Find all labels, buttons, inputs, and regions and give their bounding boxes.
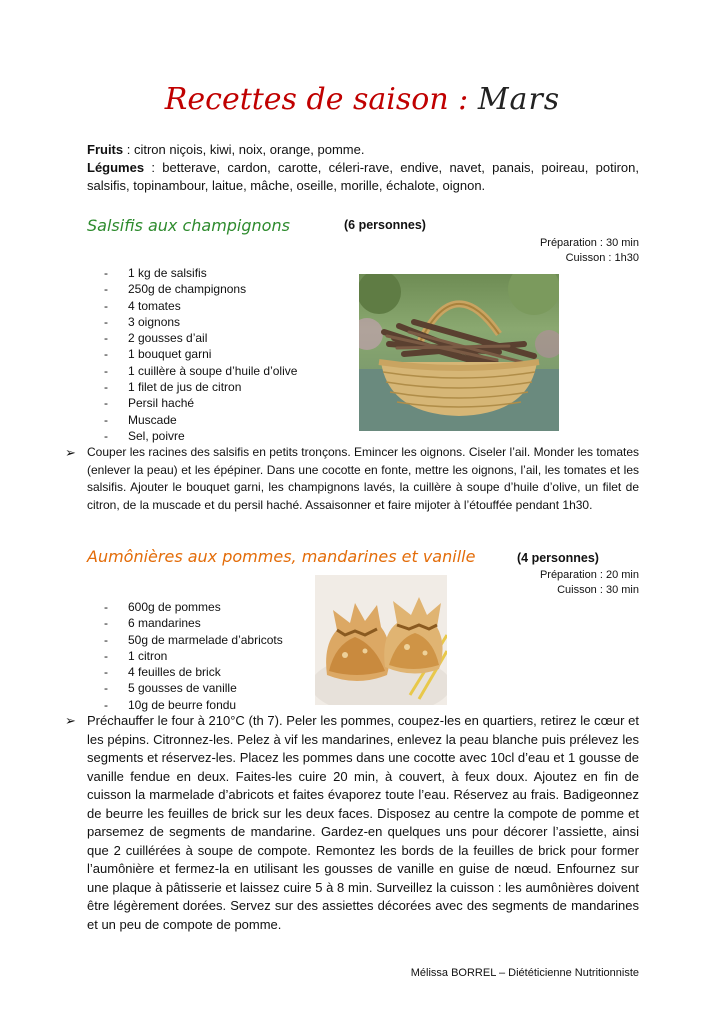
title-month: Mars: [477, 82, 561, 117]
fruits-line: [87, 141, 639, 159]
recipe2-timing: [439, 568, 639, 598]
ingredient-item: - 50g de marmelade d’abricots: [104, 632, 324, 648]
ingredient-item: - 5 gousses de vanille: [104, 680, 324, 696]
ingredient-item: - 4 tomates: [104, 298, 344, 314]
legumes-text: : betterave, cardon, carotte, céleri-rave, endive, navet, panais, poireau, potiron, salsifis, topinambour, laitue, mâche, oseille, morille, échalote, oignon.: [87, 160, 639, 193]
recipe1-persons: (6 personnes): [344, 218, 426, 232]
recipe1-title: Salsifis aux champignons: [87, 216, 290, 235]
aumonieres-image: [315, 575, 447, 705]
recipe2-cook: Cuisson : 30 min: [557, 584, 639, 596]
salsify-basket-image: [359, 274, 559, 431]
ingredient-item: - 6 mandarines: [104, 615, 324, 631]
fruits-label: Fruits: [87, 142, 124, 157]
footer-author: Mélissa BORREL – Diététicienne Nutritionniste: [410, 967, 639, 979]
ingredient-item: - 1 filet de jus de citron: [104, 379, 344, 395]
title-main: Recettes de saison :: [164, 82, 469, 117]
recipe1-cook: Cuisson : 1h30: [565, 252, 639, 264]
recipe1-prep: Préparation : 30 min: [539, 237, 639, 249]
page-title: [0, 82, 725, 117]
ingredient-item: - 1 bouquet garni: [104, 346, 344, 362]
ingredient-item: - 250g de champignons: [104, 281, 344, 297]
ingredient-item: - 10g de beurre fondu: [104, 697, 324, 713]
legumes-line: [87, 159, 639, 195]
recipe2-method: [65, 712, 639, 934]
recipe2-persons: (4 personnes): [517, 551, 599, 565]
recipe1-method: [65, 444, 639, 515]
recipe1-method-text: Couper les racines des salsifis en petits tronçons. Emincer les oignons. Ciseler l’ail. Monder les tomates (enlever la peau) et les épépiner. Dans une cocotte en fonte, mettre les oignons, l’ail, les tomates et les salsifis. Ajouter le bouquet garni, les champignons lavés, la cuillère à soupe d’huile d’olive, un filet de citron, de la muscade et du persil haché. Assaisonner et faire mijoter à l’étouffée pendant 1h30.: [87, 445, 639, 513]
legumes-label: Légumes: [87, 160, 145, 175]
recipe1-timing: [439, 236, 639, 266]
ingredient-item: - Sel, poivre: [104, 428, 344, 444]
bullet-arrow-icon: ➢: [65, 713, 76, 728]
ingredient-item: - 1 citron: [104, 648, 324, 664]
recipe2-method-text: Préchauffer le four à 210°C (th 7). Peler les pommes, coupez-les en quartiers, retirez le cœur et les pépins. Citronnez-les. Pelez à vif les mandarines, enlevez la peau blanche puis prélevez les segments et réservez-les. Placez les pommes dans une cocotte avec 10cl d’eau et 1 gousse de vanille fendue en deux. Faites-les cuire 20 min, à couvert, à feux doux. Ajoutez en fin de cuisson la marmelade d’abricots et faites évaporez toute l’eau. Réservez au frais. Badigeonnez de beurre les feuilles de brick sur les deux faces. Disposez au centre la compote de pomme et parsemez de segments de mandarine. Gardez-en quelques uns pour décorer l’assiette, ainsi que 2 cuillérées à soupe de compote. Remontez les bords de la feuilles de brick pour former l’aumônière et fermez-la en utilisant les gousses de vanille en guise de nœud. Enfournez sur une plaque à pâtisserie et laissez cuire 5 à 8 min. Surveillez la cuisson : les aumônières doivent être légèrement dorées. Servez sur des assiettes décorées avec des segments de mandarines et un peu de compote de pomme.: [87, 713, 639, 932]
ingredient-item: - Muscade: [104, 412, 344, 428]
ingredient-item: - 1 kg de salsifis: [104, 265, 344, 281]
ingredient-item: - 4 feuilles de brick: [104, 664, 324, 680]
ingredient-item: - Persil haché: [104, 395, 344, 411]
ingredient-item: - 2 gousses d’ail: [104, 330, 344, 346]
bullet-arrow-icon: ➢: [65, 445, 76, 460]
recipe2-prep: Préparation : 20 min: [539, 569, 639, 581]
fruits-text: : citron niçois, kiwi, noix, orange, pomme.: [123, 142, 365, 157]
recipe2-ingredients: [104, 599, 324, 713]
season-intro: [87, 141, 639, 195]
recipe1-ingredients: [104, 265, 344, 444]
ingredient-item: - 600g de pommes: [104, 599, 324, 615]
ingredient-item: - 1 cuillère à soupe d’huile d’olive: [104, 363, 344, 379]
recipe2-title: Aumônières aux pommes, mandarines et vanille: [87, 547, 476, 566]
ingredient-item: - 3 oignons: [104, 314, 344, 330]
